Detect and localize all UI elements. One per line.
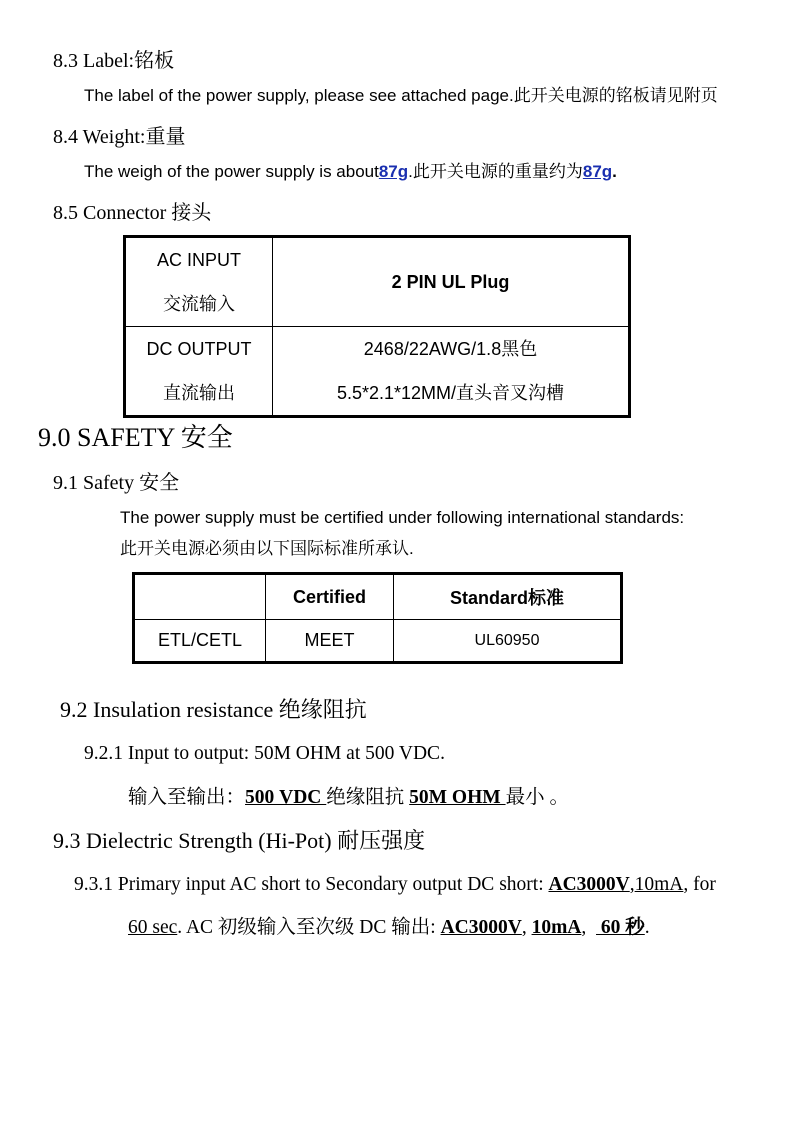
hipot-duration-cn: 60 秒 — [596, 917, 645, 938]
dc-output-label: DC OUTPUT — [146, 339, 252, 359]
voltage-value: 500 VDC — [245, 787, 327, 808]
weight-text-b: .此开关电源的重量约为 — [408, 162, 583, 181]
table-header-row — [134, 574, 622, 620]
table-cell: MEET — [266, 620, 394, 663]
section-8-4-heading: 8.4 Weight:重量 — [53, 126, 186, 148]
table-row — [134, 620, 622, 663]
table-cell: UL60950 — [394, 620, 622, 663]
text: . — [644, 917, 650, 938]
hipot-current-cn: 10mA — [531, 917, 582, 938]
insulation-line-en: 9.2.1 Input to output: 50M OHM at 500 VDC. — [84, 743, 445, 764]
ac-input-label-cn: 交流输入 — [163, 294, 235, 314]
table-header: Certified — [266, 574, 394, 620]
ac-input-value: 2 PIN UL Plug — [273, 237, 630, 327]
text: . AC 初级输入至次级 DC 输出: — [177, 917, 441, 938]
text: 输入至输出： — [128, 787, 246, 808]
hipot-line-1 — [74, 875, 716, 895]
table-row — [125, 237, 630, 327]
connector-table — [123, 235, 631, 418]
dc-output-label-cn: 直流输出 — [163, 383, 235, 403]
table-header — [134, 574, 266, 620]
text: , — [629, 874, 635, 895]
text: 绝缘阻抗 — [326, 787, 410, 808]
section-9-0-heading: 9.0 SAFETY 安全 — [38, 423, 233, 452]
resistance-value: 50M OHM — [409, 787, 506, 808]
safety-table — [132, 572, 623, 664]
table-cell — [125, 237, 273, 327]
table-cell — [273, 327, 630, 417]
text: , — [521, 917, 532, 938]
hipot-line-2 — [128, 918, 650, 938]
label-text: The label of the power supply, please see attached page.此开关电源的铭板请见附页 — [84, 86, 718, 105]
safety-text-en: The power supply must be certified under following international standards: — [120, 508, 685, 527]
section-9-3-heading: 9.3 Dielectric Strength (Hi-Pot) 耐压强度 — [53, 828, 426, 853]
section-8-5-heading: 8.5 Connector 接头 — [53, 202, 212, 224]
section-9-2-heading: 9.2 Insulation resistance 绝缘阻抗 — [60, 697, 367, 722]
weight-value-link-cn[interactable]: 87g — [582, 162, 613, 181]
dc-output-cable: 2468/22AWG/1.8黑色 — [363, 339, 538, 359]
ac-input-label: AC INPUT — [156, 250, 241, 270]
text: 最小 。 — [505, 787, 569, 808]
text: , for — [683, 874, 716, 895]
hipot-voltage-cn: AC3000V — [440, 917, 522, 938]
hipot-voltage: AC3000V — [548, 874, 630, 895]
weight-text — [84, 163, 617, 180]
text: , — [581, 917, 597, 938]
hipot-duration: 60 sec — [128, 917, 178, 938]
text: 9.3.1 Primary input AC short to Secondary output DC short: — [74, 874, 549, 895]
safety-text-cn: 此开关电源必须由以下国际标准所承认. — [120, 539, 414, 558]
weight-text-c: . — [612, 162, 617, 181]
table-row — [125, 327, 630, 417]
section-8-3-heading: 8.3 Label:铭板 — [53, 50, 175, 72]
table-cell: ETL/CETL — [134, 620, 266, 663]
table-header: Standard标准 — [394, 574, 622, 620]
table-cell — [125, 327, 273, 417]
dc-output-plug: 5.5*2.1*12MM/直头音叉沟槽 — [336, 383, 565, 403]
insulation-line-cn — [128, 788, 569, 808]
hipot-current: 10mA — [634, 874, 684, 895]
weight-text-a: The weigh of the power supply is about — [84, 162, 379, 181]
section-9-1-heading: 9.1 Safety 安全 — [53, 472, 180, 494]
weight-value-link[interactable]: 87g — [378, 162, 409, 181]
